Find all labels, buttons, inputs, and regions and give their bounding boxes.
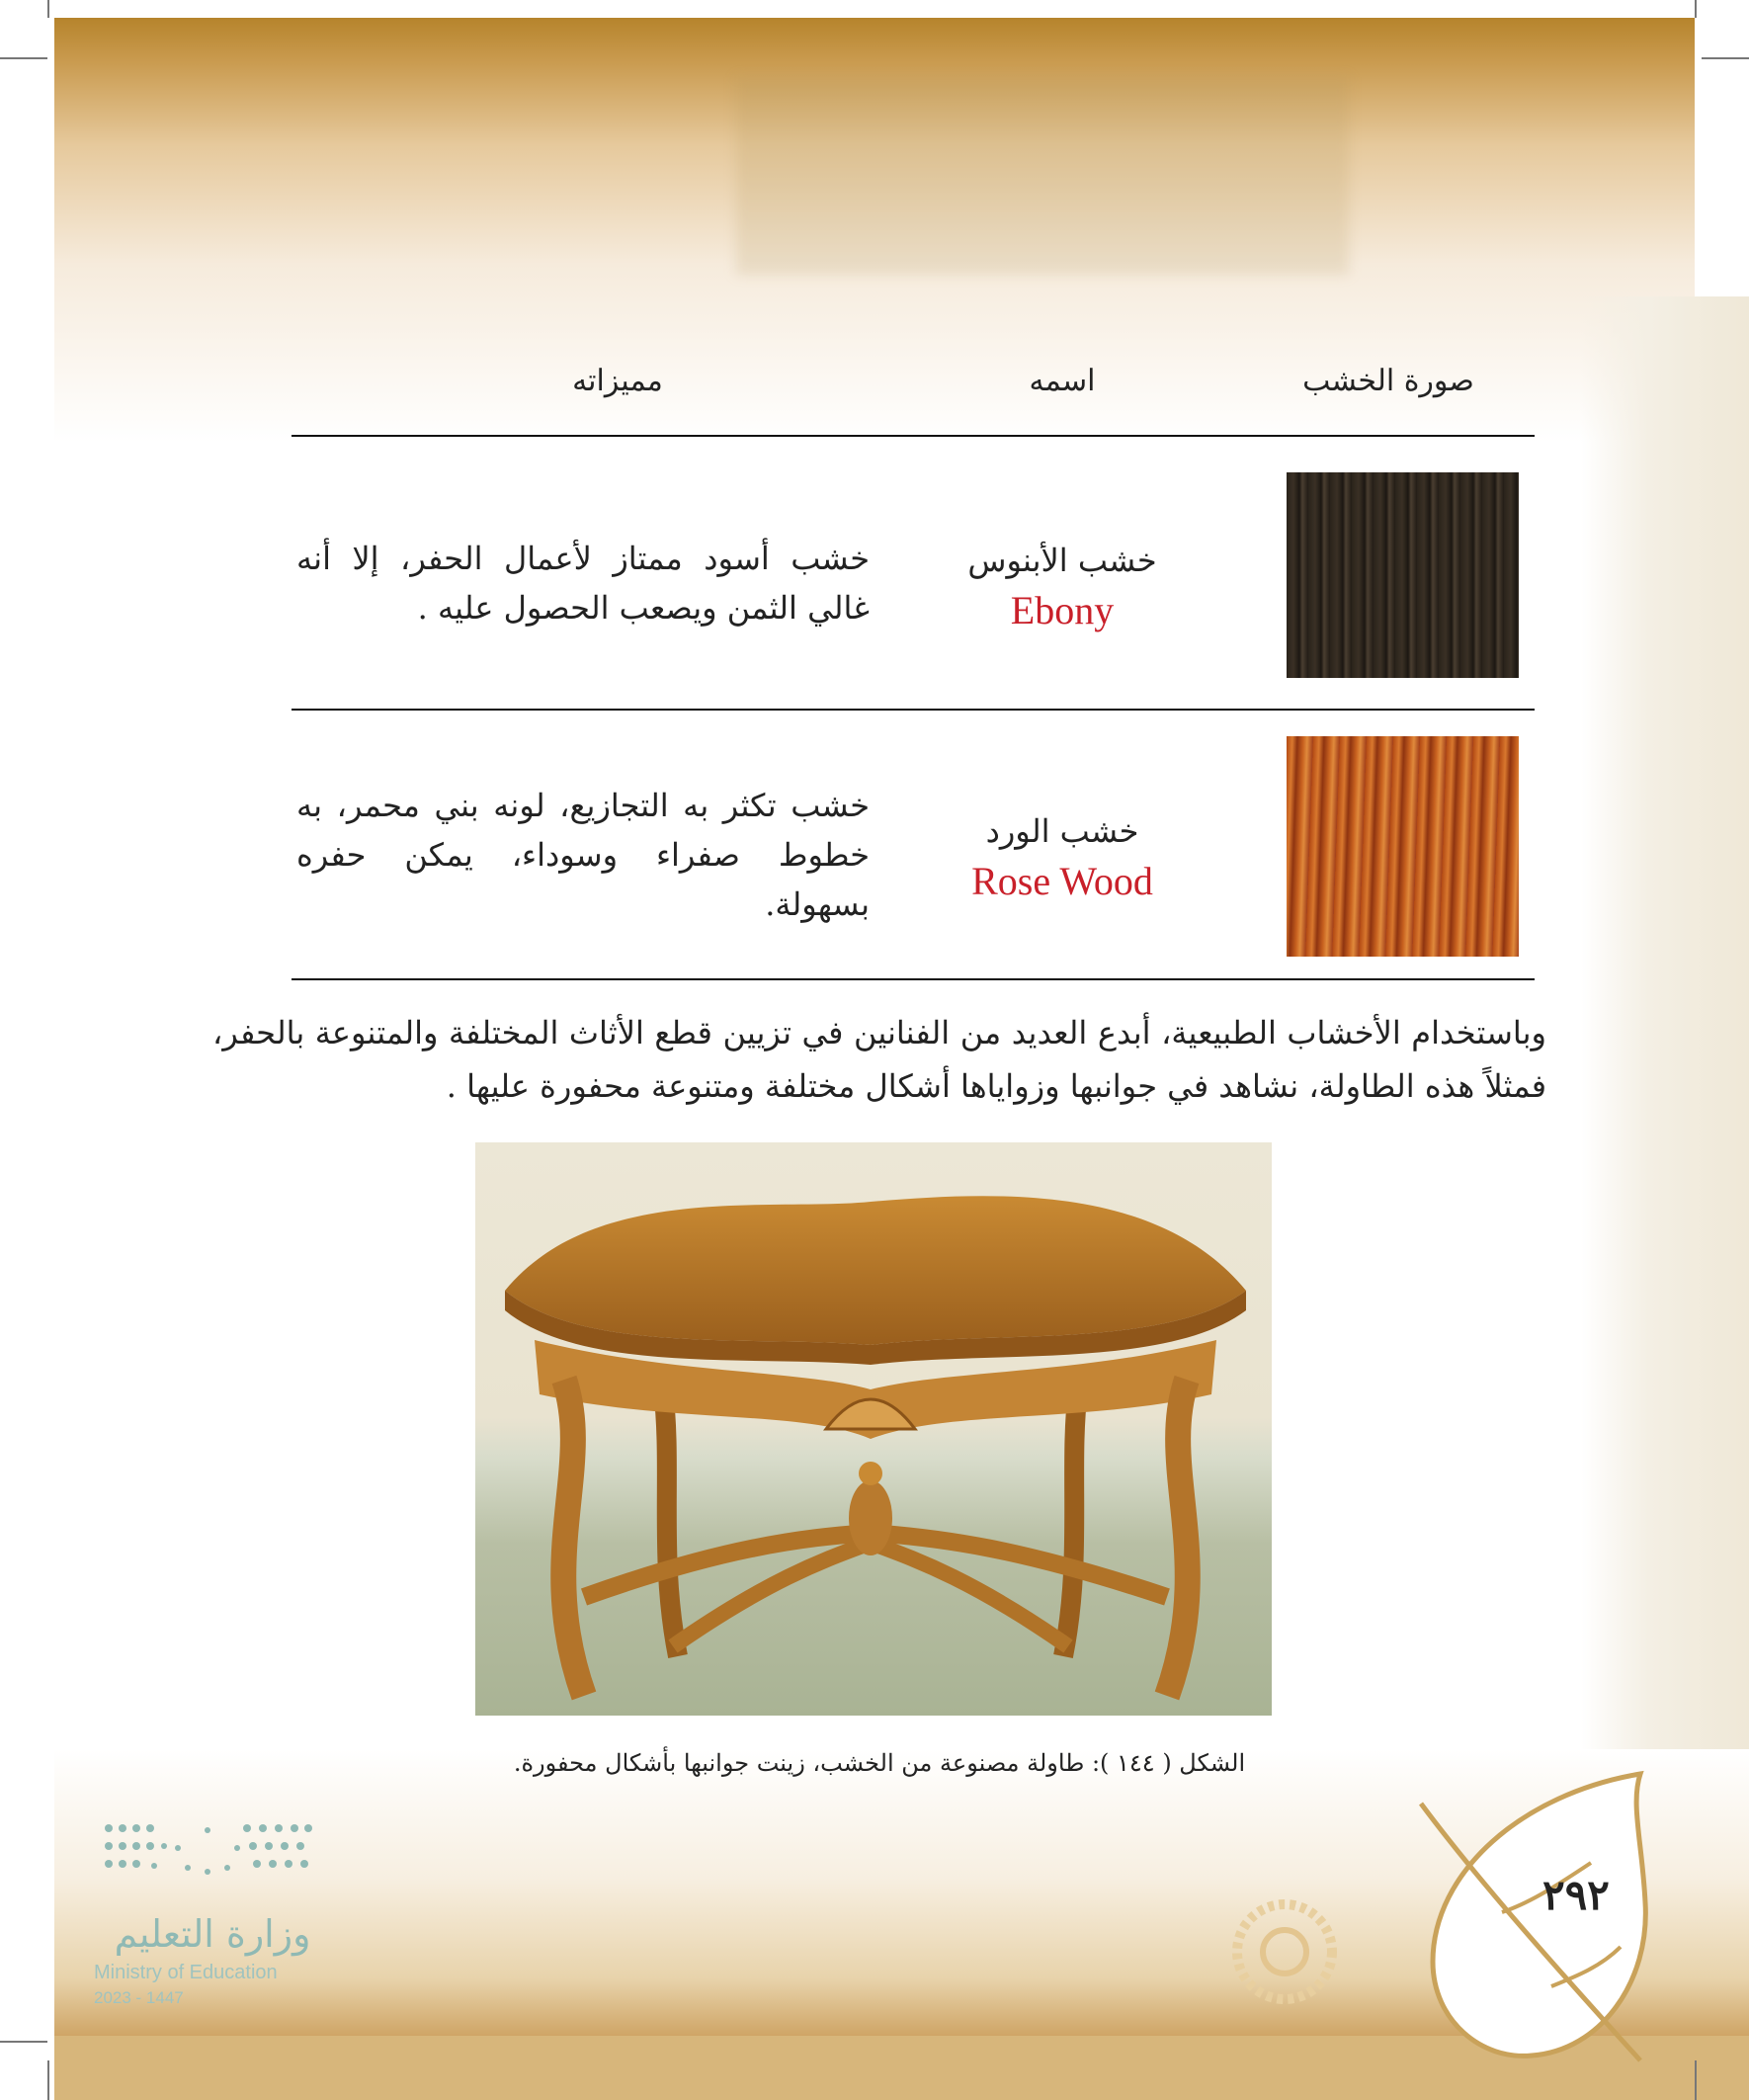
crop-mark (47, 2060, 49, 2100)
crop-mark (1695, 2060, 1697, 2100)
table-rule-middle (292, 709, 1535, 711)
header-wood-image: صورة الخشب (1302, 364, 1474, 398)
rosewood-features: خشب تكثر به التجازيع، لونه بني محمر، به خطوط صفراء وسوداء، يمكن حفره بسهولة. (296, 787, 870, 923)
crop-mark (0, 57, 47, 59)
carved-table-photo (475, 1142, 1272, 1716)
page-number: ٢٩٢ (1542, 1871, 1610, 1919)
ebony-wood-swatch (1287, 472, 1519, 678)
carved-table-illustration (475, 1142, 1272, 1716)
ministry-name-arabic: وزارة التعليم (114, 1912, 311, 1956)
ministry-year: 2023 - 1447 (94, 1988, 184, 2007)
ebony-features: خشب أسود ممتاز لأعمال الحفر، إلا أنه غالي الثمن ويصعب الحصول عليه . (296, 540, 870, 627)
crop-mark (0, 2041, 47, 2043)
table-rule-top (292, 435, 1535, 437)
header-wood-features: مميزاته (572, 364, 663, 398)
sun-ornament (1225, 1892, 1344, 2011)
ebony-name-english: Ebony (1010, 588, 1115, 632)
crop-mark (1695, 0, 1697, 18)
ministry-name-english: Ministry of Education (94, 1962, 278, 1983)
body-paragraph: وباستخدام الأخشاب الطبيعية، أبدع العديد من الفنانين في تزيين قطع الأثاث المختلفة والمتنوعة بالحفر، فمثلاً هذه الطاولة، نشاهد في جوانبها وزواياها أشكال مختلفة ومتنوعة محفورة عليها . (212, 1014, 1546, 1105)
header-wood-name: اسمه (1029, 364, 1096, 398)
ebony-name-arabic: خشب الأبنوس (967, 542, 1157, 579)
crop-mark (1702, 57, 1749, 59)
crop-mark (47, 0, 49, 18)
rosewood-name-arabic: خشب الورد (985, 812, 1139, 850)
side-decorative-band (1581, 296, 1749, 1759)
rosewood-swatch (1287, 736, 1519, 957)
figure-caption: الشكل ( ١٤٤ ): طاولة مصنوعة من الخشب، زينت جوانبها بأشكال محفورة. (513, 1749, 1246, 1777)
table-rule-bottom (292, 978, 1535, 980)
ministry-logo-dots (99, 1818, 316, 1897)
rosewood-name-english: Rose Wood (971, 859, 1153, 903)
